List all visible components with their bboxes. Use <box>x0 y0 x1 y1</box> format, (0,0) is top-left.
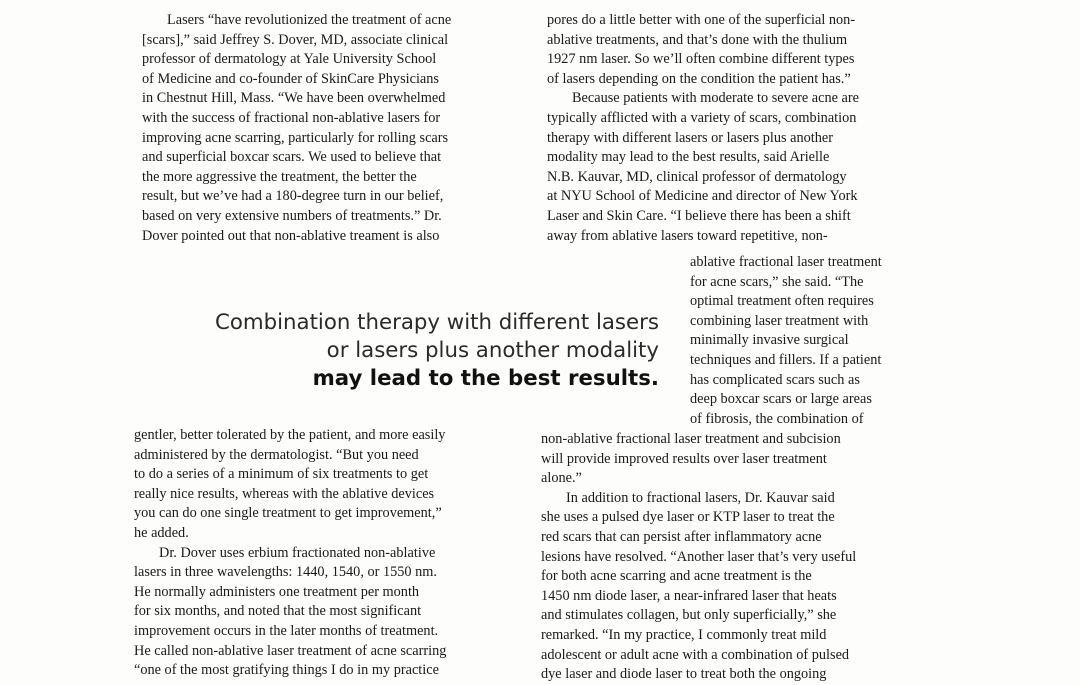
text-line: for acne scars,” she said. “The <box>690 273 864 290</box>
text-line: alone.” <box>541 470 582 487</box>
text-line: typically afflicted with a variety of scars, combination <box>547 110 857 126</box>
text-line: has complicated scars such as <box>690 371 860 388</box>
text-line: modality may lead to the best results, said Arielle <box>547 149 830 166</box>
text-line: she uses a pulsed dye laser or KTP laser to treat the <box>541 509 835 526</box>
text-line: N.B. Kauvar, MD, clinical professor of dermatology <box>547 168 847 185</box>
text-line: really nice results, whereas with the ablative devices <box>134 485 435 502</box>
text-line: 1450 nm diode laser, a near-infrared laser that heats <box>541 587 837 604</box>
text-line: at NYU School of Medicine and director of New York <box>547 188 858 205</box>
text-line: improving acne scarring, particularly for rolling scars <box>142 129 449 146</box>
text-line: Dover pointed out that non-ablative treament is also <box>142 227 440 244</box>
text-line: for six months, and noted that the most significant <box>134 603 422 620</box>
text-line: you can do one single treatment to get improvement,” <box>134 505 442 522</box>
text-line: improvement occurs in the later months of treatment. <box>134 623 439 639</box>
text-line: therapy with different lasers or lasers plus another <box>547 129 833 146</box>
text-line: pores do a little better with one of the superficial non- <box>547 12 856 28</box>
text-line: He normally administers one treatment per month <box>134 583 420 600</box>
text-line: away from ablative lasers toward repetitive, non- <box>547 227 828 244</box>
text-line: of fibrosis, the combination of <box>690 410 864 427</box>
text-line: for both acne scarring and acne treatment is the <box>541 568 812 585</box>
text-line: of Medicine and co-founder of SkinCare Physicians <box>142 70 439 87</box>
text-line: minimally invasive surgical <box>690 332 849 349</box>
text-line: In addition to fractional lasers, Dr. Kauvar said <box>566 489 835 506</box>
text-line: remarked. “In my practice, I commonly treat mild <box>541 627 827 643</box>
text-line: gentler, better tolerated by the patient, and more easily <box>134 427 446 443</box>
text-line: 1927 nm laser. So we’ll often combine different types <box>547 51 855 68</box>
text-line: combining laser treatment with <box>690 312 869 329</box>
text-line: lesions have resolved. “Another laser that’s very useful <box>541 548 857 565</box>
text-line: optimal treatment often requires <box>690 293 874 310</box>
text-line: will provide improved results over laser treatment <box>541 450 827 467</box>
text-line: and stimulates collagen, but only superficially,” she <box>541 607 837 624</box>
text-line: Because patients with moderate to severe acne are <box>572 90 859 107</box>
text-line: ablative treatments, and that’s done with the thulium <box>547 31 848 48</box>
pull-quote <box>215 309 659 393</box>
text-line: professor of dermatology at Yale University School <box>142 51 437 68</box>
text-line: Lasers “have revolutionized the treatment of acne <box>167 12 452 28</box>
text-line: result, but we’ve had a 180-degree turn in our belief, <box>142 188 444 205</box>
text-line: based on very extensive numbers of treatments.” Dr. <box>142 208 442 224</box>
text-line: and superficial boxcar scars. We used to believe that <box>142 149 442 166</box>
text-line: red scars that can persist after inflammatory acne <box>541 529 822 545</box>
text-line: adolescent or adult acne with a combination of pulsed <box>541 646 850 663</box>
text-line: of lasers depending on the condition the patient has.” <box>547 70 851 87</box>
text-line: ablative fractional laser treatment <box>690 254 882 270</box>
text-line: “one of the most gratifying things I do in my practice <box>134 662 439 679</box>
pull-quote-emphasis: may lead to the best results. <box>312 366 659 391</box>
text-line: the more aggressive the treatment, the better the <box>142 168 417 185</box>
text-line: he added. <box>134 525 189 541</box>
text-line: lasers in three wavelengths: 1440, 1540, or 1550 nm. <box>134 564 437 581</box>
text-line: non-ablative fractional laser treatment and subcision <box>541 431 841 447</box>
text-line: administered by the dermatologist. “But you need <box>134 446 419 463</box>
text-line: with the success of fractional non-ablative lasers for <box>142 110 441 126</box>
text-line: Laser and Skin Care. “I believe there has been a shift <box>547 208 851 224</box>
text-line: [scars],” said Jeffrey S. Dover, MD, associate clinical <box>142 31 449 48</box>
text-line: dye laser and diode laser to treat both the ongoing <box>541 666 827 683</box>
text-line: Dr. Dover uses erbium fractionated non-ablative <box>159 544 436 561</box>
text-line: deep boxcar scars or large areas <box>690 391 872 408</box>
pull-quote-line: Combination therapy with different lasers <box>214 310 659 335</box>
text-line: He called non-ablative laser treatment of acne scarring <box>134 642 447 659</box>
text-line: techniques and fillers. If a patient <box>690 352 882 368</box>
text-line: in Chestnut Hill, Mass. “We have been overwhelmed <box>142 90 446 107</box>
pull-quote-line: or lasers plus another modality <box>326 338 659 363</box>
text-line: to do a series of a minimum of six treatments to get <box>134 466 429 483</box>
